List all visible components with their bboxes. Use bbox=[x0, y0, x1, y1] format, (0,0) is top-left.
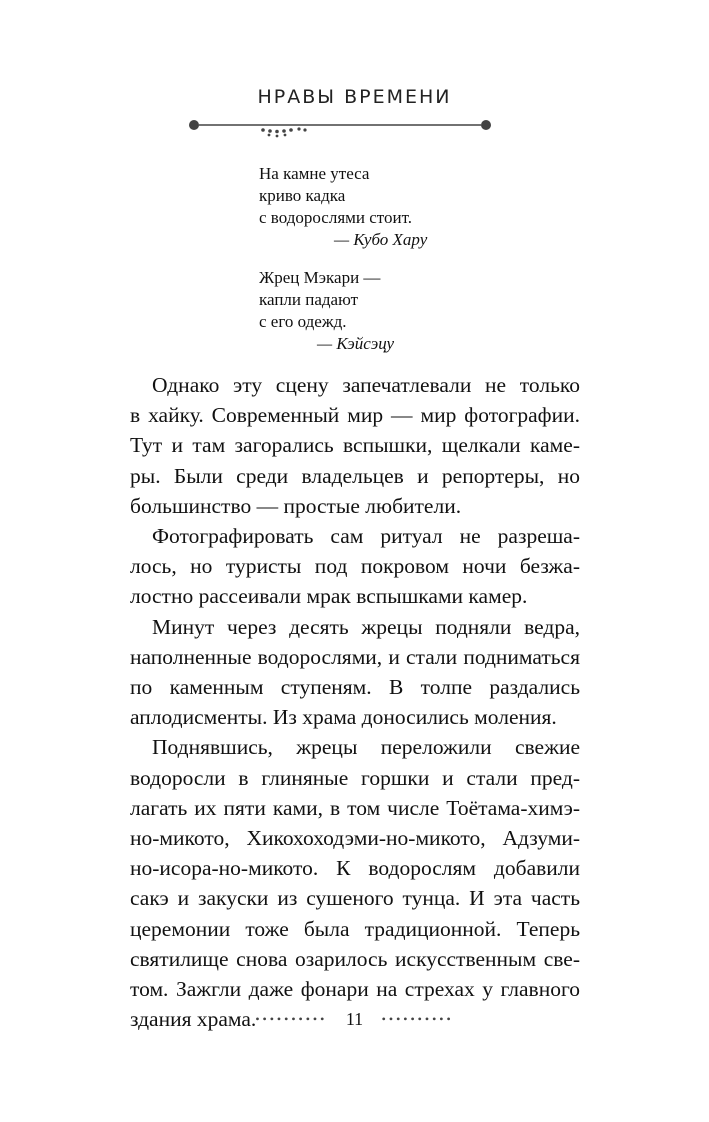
haiku-line: капли падают bbox=[259, 290, 358, 309]
paragraph-3 bbox=[130, 612, 580, 733]
haiku-line: криво кадка bbox=[259, 186, 346, 205]
text-line: в хайку. Современный мир — мир фотографии. bbox=[130, 403, 580, 428]
text-line: но-исора-но-микото. К водорослям добавили bbox=[130, 856, 580, 881]
haiku-line: На камне утеса bbox=[259, 164, 370, 183]
paragraph-2 bbox=[130, 521, 580, 612]
haiku-line: с водорослями стоит. bbox=[259, 208, 412, 227]
text-line: сакэ и закуски из сушеного тунца. И эта часть bbox=[130, 886, 580, 911]
haiku-1 bbox=[259, 163, 427, 251]
text-line: церемонии тоже была традиционной. Теперь bbox=[130, 916, 580, 941]
haiku-attribution: — Кубо Хару bbox=[334, 230, 428, 249]
footer-dots-right: •••••••••• bbox=[381, 1012, 454, 1027]
text-line: Однако эту сцену запечатлевали не только bbox=[152, 373, 580, 397]
haiku-attribution: — Кэйсэцу bbox=[317, 334, 395, 353]
paragraph-1 bbox=[130, 370, 580, 521]
text-line: большинство — простые любители. bbox=[130, 493, 462, 518]
haiku-line: Жрец Мэкари — bbox=[259, 268, 381, 287]
text-line: лагать их пяти ками, в том числе Тоётама-химэ- bbox=[130, 795, 580, 820]
page-footer bbox=[0, 1008, 709, 1030]
ornament-center-flourish bbox=[261, 127, 306, 137]
text-line: ры. Были среди владельцев и репортеры, но bbox=[130, 463, 580, 488]
haiku-2 bbox=[259, 267, 394, 355]
page-number: 11 bbox=[345, 1009, 364, 1030]
ornament-left-dot bbox=[189, 120, 199, 130]
text-line: здания храма. bbox=[130, 1007, 257, 1032]
text-line: святилище снова озарилось искусственным све- bbox=[130, 946, 580, 971]
running-head-title: НРАВЫ ВРЕМЕНИ bbox=[257, 86, 452, 108]
paragraph-4 bbox=[130, 732, 580, 1034]
header-ornament bbox=[185, 118, 495, 138]
text-line: водоросли в глиняные горшки и стали пред- bbox=[130, 765, 580, 790]
footer-dots-left: •••••••••• bbox=[255, 1012, 328, 1027]
body-text bbox=[130, 370, 580, 1034]
text-line: Поднявшись, жрецы переложили свежие bbox=[152, 735, 580, 760]
text-line: Минут через десять жрецы подняли ведра, bbox=[152, 614, 580, 639]
text-line: Фотографировать сам ритуал не разреша- bbox=[152, 524, 580, 549]
text-line: наполненные водорослями, и стали подниматься bbox=[130, 644, 580, 669]
text-line: лостно рассеивали мрак вспышками камер. bbox=[130, 584, 528, 609]
text-line: Тут и там загорались вспышки, щелкали каме- bbox=[130, 433, 580, 458]
haiku-line: с его одежд. bbox=[259, 312, 347, 331]
ornament-right-dot bbox=[481, 120, 491, 130]
text-line: но-микото, Хикохоходэми-но-микото, Адзуми- bbox=[130, 826, 580, 851]
text-line: лось, но туристы под покровом ночи безжа- bbox=[130, 554, 580, 579]
text-line: аплодисменты. Из храма доносились моления. bbox=[130, 705, 557, 730]
text-line: по каменным ступеням. В толпе раздались bbox=[130, 675, 580, 700]
text-line: том. Зажгли даже фонари на стрехах у главного bbox=[130, 977, 580, 1002]
